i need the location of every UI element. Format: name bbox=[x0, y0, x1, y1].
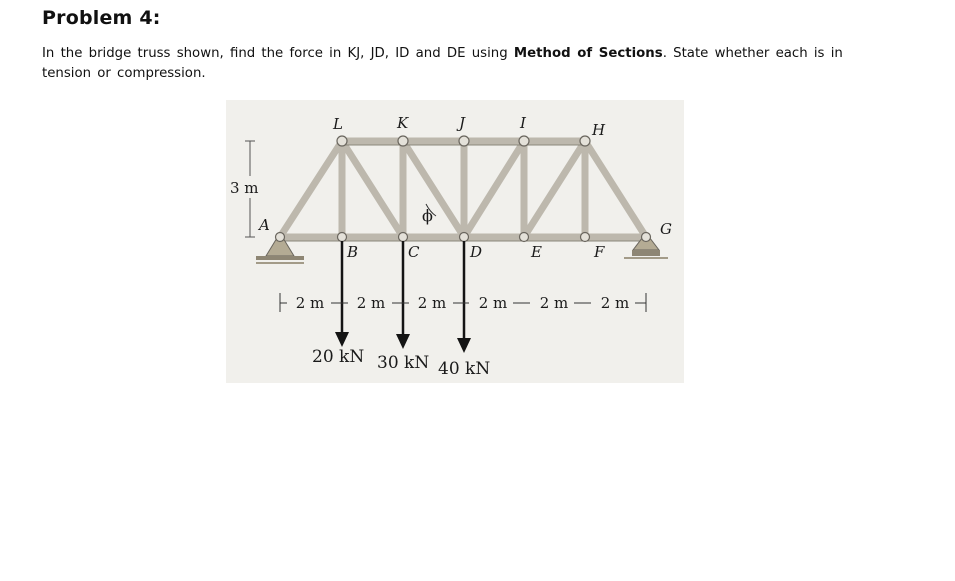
member-KD bbox=[403, 141, 464, 237]
problem-statement bbox=[42, 44, 892, 84]
load-label-40kN: 40 kN bbox=[438, 359, 491, 379]
height-label: 3 m bbox=[230, 179, 259, 197]
joint-K bbox=[398, 136, 408, 146]
span-label-3: 2 m bbox=[417, 294, 447, 312]
joint-B bbox=[338, 233, 347, 242]
node-label-K: K bbox=[397, 114, 409, 132]
problem-title: Problem 4: bbox=[42, 7, 161, 29]
joint-F bbox=[581, 233, 590, 242]
statement-text-end: . State whether each is in tension or compression. bbox=[42, 46, 843, 81]
span-label-1: 2 m bbox=[295, 294, 325, 312]
node-label-D: D bbox=[470, 243, 483, 261]
joint-H bbox=[580, 136, 590, 146]
angle-label-phi: ϕ bbox=[422, 206, 433, 225]
load-arrowhead-D bbox=[457, 338, 471, 353]
truss-diagram bbox=[226, 100, 684, 383]
joint-D bbox=[460, 233, 469, 242]
span-label-4: 2 m bbox=[478, 294, 508, 312]
method-of-sections-emphasis: Method of Sections bbox=[513, 46, 663, 61]
member-AL bbox=[280, 141, 342, 237]
node-label-J: J bbox=[459, 114, 466, 132]
node-label-H: H bbox=[592, 121, 606, 139]
load-label-30kN: 30 kN bbox=[377, 353, 430, 373]
node-label-B: B bbox=[347, 243, 359, 261]
node-label-E: E bbox=[531, 243, 542, 261]
span-label-6: 2 m bbox=[600, 294, 630, 312]
truss-members bbox=[280, 141, 646, 237]
node-label-I: I bbox=[520, 114, 526, 132]
joint-I bbox=[519, 136, 529, 146]
node-label-G: G bbox=[660, 220, 672, 238]
joint-L bbox=[337, 136, 347, 146]
node-label-A: A bbox=[259, 216, 270, 234]
joint-E bbox=[520, 233, 529, 242]
member-HE bbox=[524, 141, 585, 237]
joint-C bbox=[399, 233, 408, 242]
member-LC bbox=[342, 141, 403, 237]
truss-figure bbox=[226, 100, 684, 383]
statement-text-start: In the bridge truss shown, find the force in KJ, JD, ID and DE using bbox=[42, 46, 514, 61]
node-label-C: C bbox=[408, 243, 420, 261]
node-label-F: F bbox=[594, 243, 605, 261]
member-ID bbox=[464, 141, 524, 237]
load-arrowhead-B bbox=[335, 332, 349, 347]
joint-J bbox=[459, 136, 469, 146]
node-label-L: L bbox=[333, 115, 343, 133]
load-label-20kN: 20 kN bbox=[312, 347, 365, 367]
member-GH bbox=[585, 141, 646, 237]
load-arrowhead-C bbox=[396, 334, 410, 349]
span-label-2: 2 m bbox=[356, 294, 386, 312]
span-label-5: 2 m bbox=[539, 294, 569, 312]
